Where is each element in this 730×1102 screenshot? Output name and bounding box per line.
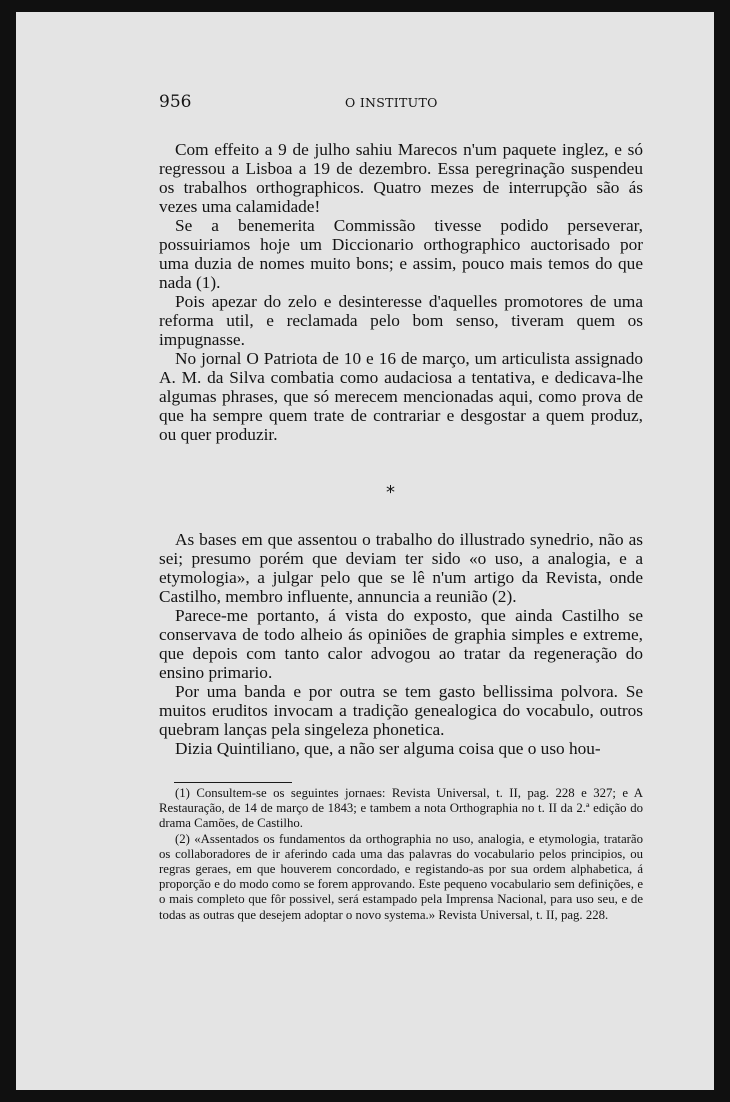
section-separator-asterisk: *: [386, 482, 395, 503]
footnotes: [159, 786, 643, 923]
paragraph: As bases em que assentou o trabalho do illustrado synedrio, não as sei; presumo porém que deviam ter sido «o uso, a analogia, e a etymologia», a julgar pelo que se lê n'um artigo da Revista, onde Castilho, membro influente, annuncia a reunião (2).: [159, 530, 643, 606]
paragraph: Com effeito a 9 de julho sahiu Marecos n'um paquete inglez, e só regressou a Lisboa a 19 de dezembro. Essa peregrinação suspendeu os trabalhos orthographicos. Quatro mezes de interrupção são ás vezes uma calamidade!: [159, 140, 643, 216]
paragraph: Por uma banda e por outra se tem gasto bellissima polvora. Se muitos eruditos invocam a tradição genealogica do vocabulo, outros quebram lanças pela singeleza phonetica.: [159, 682, 643, 739]
section-1: [159, 140, 643, 444]
paragraph: Parece-me portanto, á vista do exposto, que ainda Castilho se conservava de todo alheio ás opiniões de graphia simples e extreme, que depois com tanto calor advogou ao tratar da regeneração do ensino primario.: [159, 606, 643, 682]
footnote: (1) Consultem-se os seguintes jornaes: Revista Universal, t. II, pag. 228 e 327; e A Restauração, de 14 de março de 1843; e tambem a nota Orthographia no t. II da 2.ª edição do drama Camões, de Castilho.: [159, 786, 643, 831]
book-page: [16, 12, 714, 1090]
paragraph: Se a benemerita Commissão tivesse podido perseverar, possuiriamos hoje um Diccionario orthographico auctorisado por uma duzia de nomes muito bons; e assim, pouco mais temos do que nada (1).: [159, 216, 643, 292]
footnote-rule: [174, 782, 292, 783]
paragraph: Dizia Quintiliano, que, a não ser alguma coisa que o uso hou-: [175, 739, 601, 758]
footnote: (2) «Assentados os fundamentos da orthographia no uso, analogia, e etymologia, tratarão os collaboradores de ir aferindo cada uma das palavras do vocabulario pelos principios, ou regras geraes, em que houverem concordado, e registando-as por sua ordem alphabetica, á proporção e do modo como se forem approvando. Este pequeno vocabulario sem definições, e o mais completo que fôr possivel, será estampado pela Imprensa Nacional, para uso seu, e de todas as outras que desejem adoptar o novo systema.» Revista Universal, t. II, pag. 228.: [159, 831, 643, 922]
page-header: [159, 92, 643, 116]
page-number: 956: [159, 92, 192, 112]
paragraph: Pois apezar do zelo e desinteresse d'aquelles promotores de uma reforma util, e reclamada pelo bom senso, tiveram quem os impugnasse.: [159, 292, 643, 349]
section-2: [159, 530, 643, 758]
paragraph: No jornal O Patriota de 10 e 16 de março, um articulista assignado A. M. da Silva combatia como audaciosa a tentativa, e dedicava-lhe algumas phrases, que só merecem mencionadas aqui, como prova de que ha sempre quem trate de contrariar e desgostar a quem produz, ou quer produzir.: [159, 349, 643, 444]
running-title: O INSTITUTO: [345, 95, 438, 110]
